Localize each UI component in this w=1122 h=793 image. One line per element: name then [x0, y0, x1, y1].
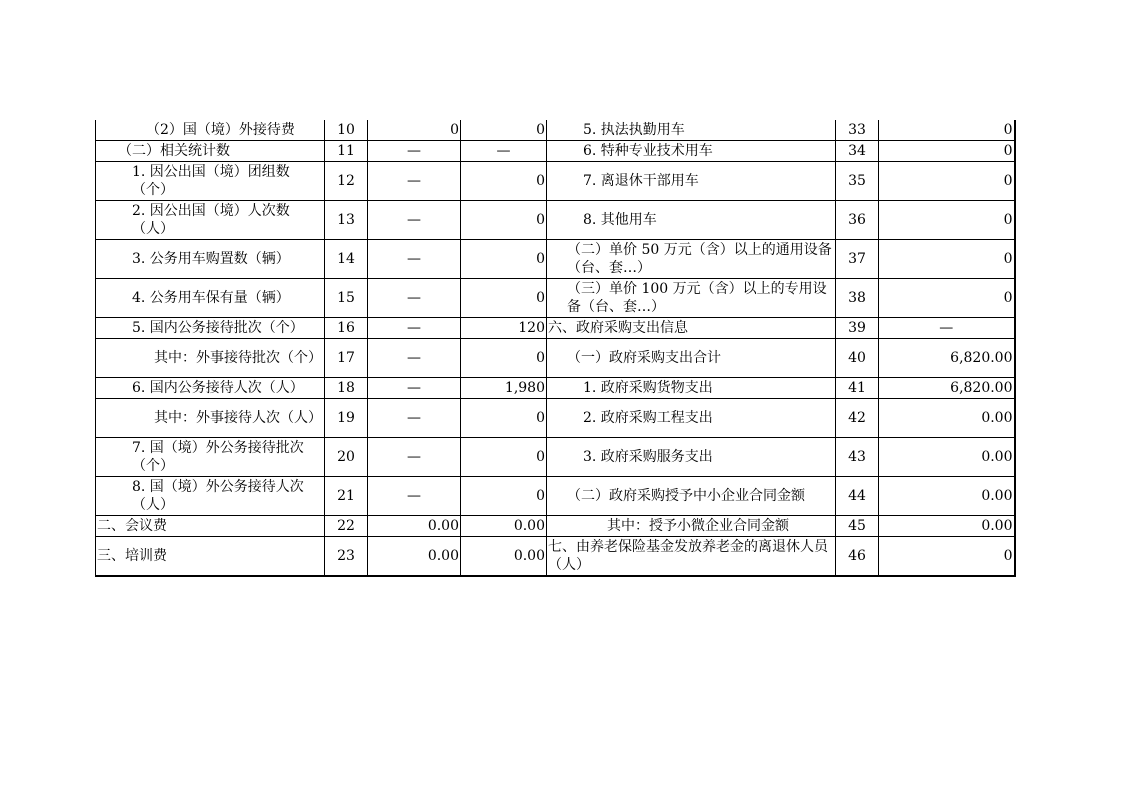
- right-row-number: 41: [836, 378, 879, 399]
- right-value: 6,820.00: [879, 378, 1015, 399]
- right-row-number: 44: [836, 477, 879, 516]
- right-row-number: 34: [836, 141, 879, 162]
- left-row-number: 10: [325, 120, 368, 141]
- left-item-name: 6. 国内公务接待人次（人）: [96, 378, 325, 399]
- table-row: [96, 378, 1015, 399]
- right-value: 0.00: [879, 477, 1015, 516]
- expense-statistics-table: [95, 120, 1016, 577]
- right-item-name: 7. 离退休干部用车: [547, 162, 836, 201]
- right-value: 0.00: [879, 438, 1015, 477]
- left-value-1: —: [368, 399, 461, 438]
- left-row-number: 23: [325, 537, 368, 577]
- left-value-1: —: [368, 240, 461, 279]
- left-value-2: 0: [461, 201, 547, 240]
- left-value-1: —: [368, 162, 461, 201]
- right-item-name: 七、由养老保险基金发放养老金的离退休人员（人）: [547, 537, 836, 577]
- left-row-number: 16: [325, 318, 368, 339]
- left-value-2: 0: [461, 120, 547, 141]
- left-value-1: —: [368, 279, 461, 318]
- left-value-1: —: [368, 141, 461, 162]
- table-row: [96, 339, 1015, 378]
- right-item-name: （一）政府采购支出合计: [547, 339, 836, 378]
- right-row-number: 35: [836, 162, 879, 201]
- left-row-number: 17: [325, 339, 368, 378]
- left-value-2: —: [461, 141, 547, 162]
- right-value: 0: [879, 537, 1015, 577]
- right-value: 0: [879, 240, 1015, 279]
- table-row: [96, 438, 1015, 477]
- right-item-name: 1. 政府采购货物支出: [547, 378, 836, 399]
- right-item-name: 3. 政府采购服务支出: [547, 438, 836, 477]
- table-row: [96, 120, 1015, 141]
- left-value-2: 0: [461, 162, 547, 201]
- right-row-number: 37: [836, 240, 879, 279]
- right-value: 0: [879, 279, 1015, 318]
- left-item-name: 5. 国内公务接待批次（个）: [96, 318, 325, 339]
- right-value: 0.00: [879, 399, 1015, 438]
- left-value-2: 0: [461, 339, 547, 378]
- left-value-1: 0: [368, 120, 461, 141]
- left-item-name: （2）国（境）外接待费: [96, 120, 325, 141]
- right-item-name: （二）单价 50 万元（含）以上的通用设备（台、套…）: [547, 240, 836, 279]
- left-item-name: 4. 公务用车保有量（辆）: [96, 279, 325, 318]
- left-item-name: 2. 因公出国（境）人次数（人）: [96, 201, 325, 240]
- left-value-1: —: [368, 438, 461, 477]
- left-value-1: —: [368, 201, 461, 240]
- right-item-name: （三）单价 100 万元（含）以上的专用设备（台、套…）: [547, 279, 836, 318]
- left-item-name: 3. 公务用车购置数（辆）: [96, 240, 325, 279]
- right-item-name: 2. 政府采购工程支出: [547, 399, 836, 438]
- left-row-number: 18: [325, 378, 368, 399]
- table-row: [96, 516, 1015, 537]
- left-value-2: 0: [461, 477, 547, 516]
- table-row: [96, 318, 1015, 339]
- left-value-2: 0.00: [461, 537, 547, 577]
- left-item-name: 7. 国（境）外公务接待批次（个）: [96, 438, 325, 477]
- right-item-name: 8. 其他用车: [547, 201, 836, 240]
- left-item-name: 三、培训费: [96, 537, 325, 577]
- left-row-number: 11: [325, 141, 368, 162]
- left-value-1: —: [368, 378, 461, 399]
- table-row: [96, 279, 1015, 318]
- left-row-number: 12: [325, 162, 368, 201]
- right-row-number: 39: [836, 318, 879, 339]
- table-row: [96, 537, 1015, 577]
- right-row-number: 40: [836, 339, 879, 378]
- right-item-name: 其中：授予小微企业合同金额: [547, 516, 836, 537]
- left-row-number: 15: [325, 279, 368, 318]
- left-row-number: 13: [325, 201, 368, 240]
- left-item-name: 8. 国（境）外公务接待人次（人）: [96, 477, 325, 516]
- right-row-number: 33: [836, 120, 879, 141]
- right-value: 0.00: [879, 516, 1015, 537]
- left-value-2: 0: [461, 399, 547, 438]
- right-item-name: 六、政府采购支出信息: [547, 318, 836, 339]
- left-item-name: （二）相关统计数: [96, 141, 325, 162]
- left-value-1: —: [368, 318, 461, 339]
- left-value-1: —: [368, 477, 461, 516]
- left-value-1: 0.00: [368, 516, 461, 537]
- right-item-name: 5. 执法执勤用车: [547, 120, 836, 141]
- right-item-name: 6. 特种专业技术用车: [547, 141, 836, 162]
- right-row-number: 45: [836, 516, 879, 537]
- right-value: 0: [879, 120, 1015, 141]
- right-row-number: 43: [836, 438, 879, 477]
- left-row-number: 14: [325, 240, 368, 279]
- left-value-2: 0: [461, 240, 547, 279]
- table-row: [96, 477, 1015, 516]
- left-row-number: 21: [325, 477, 368, 516]
- right-value: 0: [879, 162, 1015, 201]
- right-value: 0: [879, 201, 1015, 240]
- left-item-name: 二、会议费: [96, 516, 325, 537]
- right-row-number: 46: [836, 537, 879, 577]
- table-row: [96, 141, 1015, 162]
- left-value-1: 0.00: [368, 537, 461, 577]
- right-value: 6,820.00: [879, 339, 1015, 378]
- right-item-name: （二）政府采购授予中小企业合同金额: [547, 477, 836, 516]
- left-value-2: 1,980: [461, 378, 547, 399]
- left-row-number: 19: [325, 399, 368, 438]
- right-value: —: [879, 318, 1015, 339]
- table-row: [96, 240, 1015, 279]
- left-value-2: 0.00: [461, 516, 547, 537]
- left-item-name: 其中：外事接待批次（个）: [96, 339, 325, 378]
- table-row: [96, 162, 1015, 201]
- right-row-number: 38: [836, 279, 879, 318]
- table-row: [96, 201, 1015, 240]
- left-row-number: 20: [325, 438, 368, 477]
- left-value-2: 0: [461, 279, 547, 318]
- left-value-1: —: [368, 339, 461, 378]
- left-value-2: 0: [461, 438, 547, 477]
- right-row-number: 42: [836, 399, 879, 438]
- right-row-number: 36: [836, 201, 879, 240]
- right-value: 0: [879, 141, 1015, 162]
- table-row: [96, 399, 1015, 438]
- left-row-number: 22: [325, 516, 368, 537]
- left-value-2: 120: [461, 318, 547, 339]
- left-item-name: 其中：外事接待人次（人）: [96, 399, 325, 438]
- left-item-name: 1. 因公出国（境）团组数（个）: [96, 162, 325, 201]
